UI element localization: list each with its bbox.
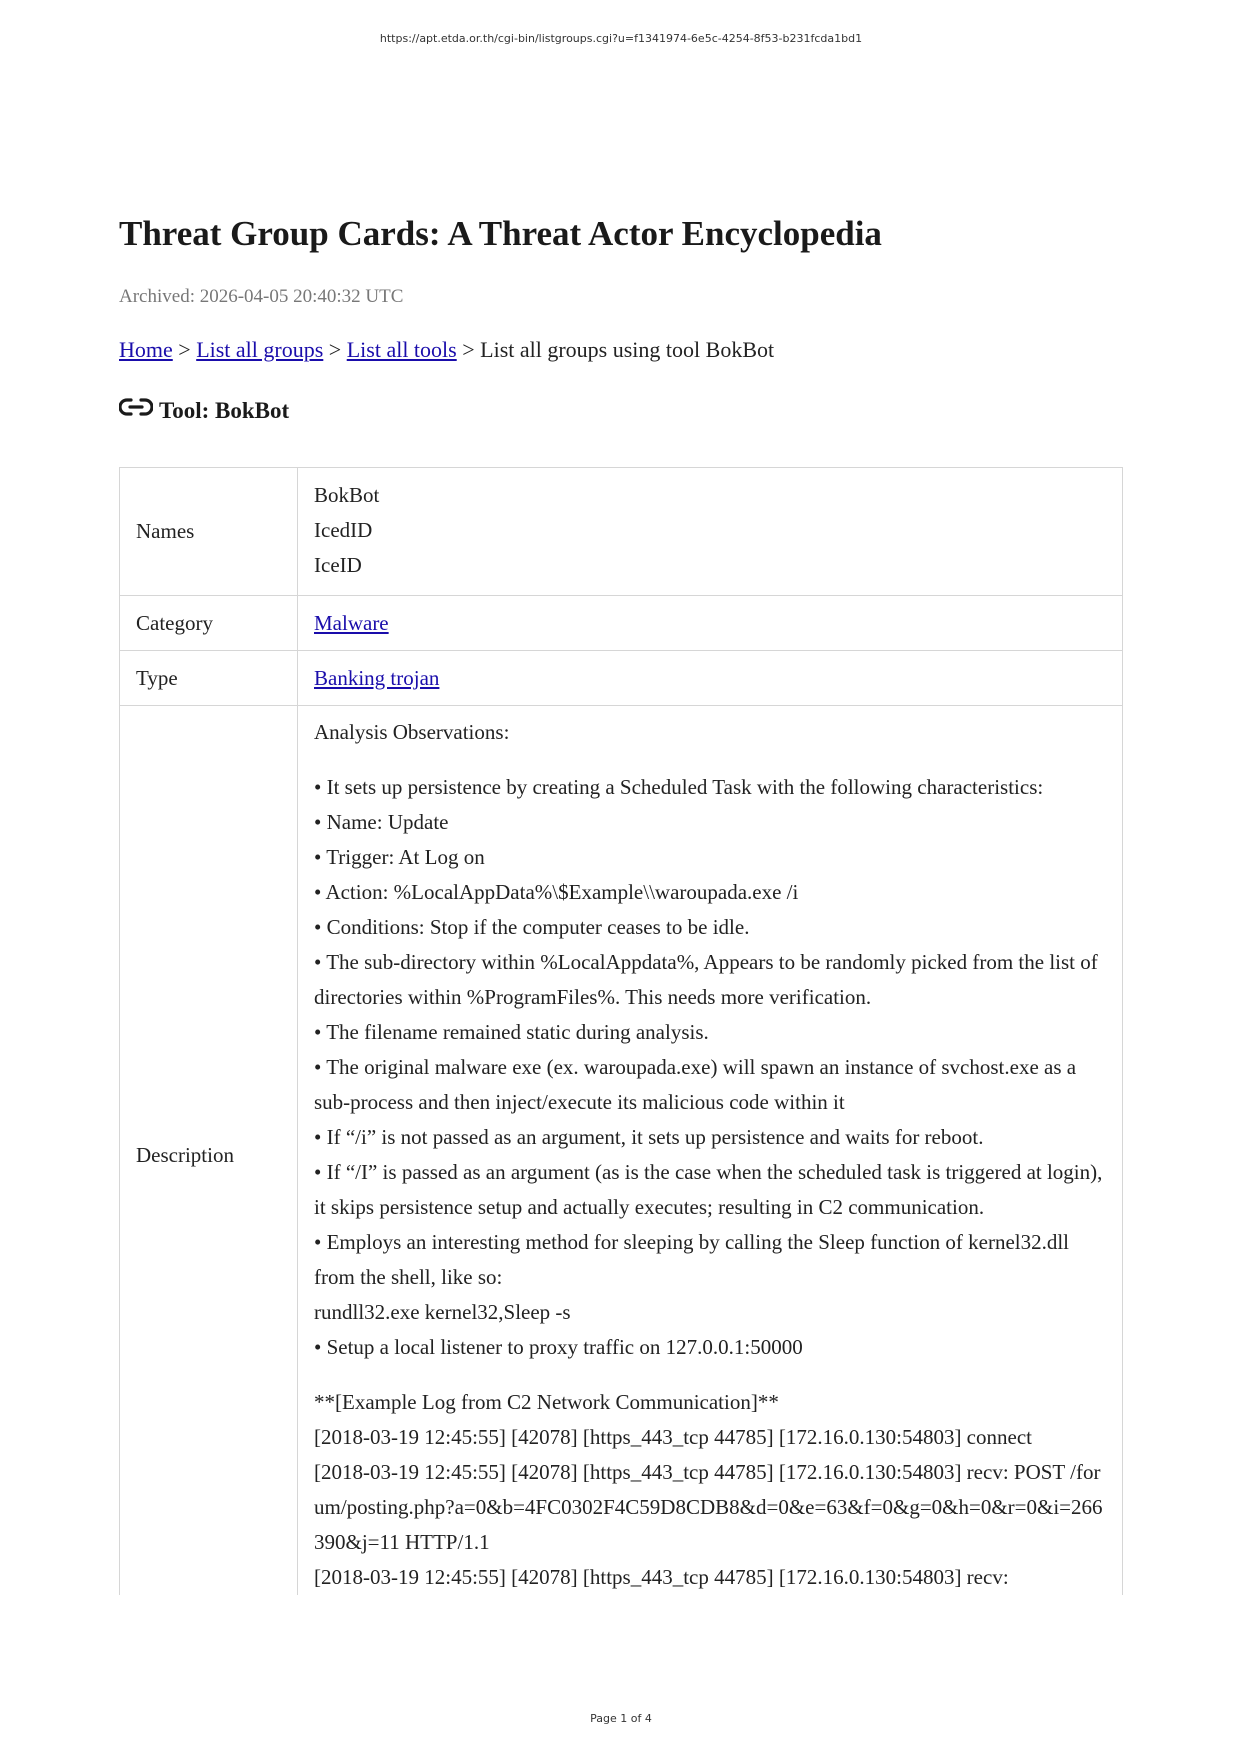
category-value — [298, 596, 1123, 651]
observation-item: rundll32.exe kernel32,Sleep -s — [314, 1300, 571, 1324]
observation-item: • Trigger: At Log on — [314, 845, 485, 869]
observation-item: • Setup a local listener to proxy traffic on 127.0.0.1:50000 — [314, 1335, 803, 1359]
description-value — [298, 706, 1123, 1596]
type-row — [120, 651, 1123, 706]
category-link[interactable]: Malware — [314, 610, 389, 635]
tool-card-table — [119, 467, 1123, 1595]
tool-heading-text: Tool: BokBot — [159, 398, 290, 423]
observation-item: • The filename remained static during analysis. — [314, 1020, 709, 1044]
breadcrumb-home-link[interactable]: Home — [119, 337, 173, 362]
archived-timestamp: Archived: 2026-04-05 20:40:32 UTC — [119, 286, 404, 307]
observation-item: • Name: Update — [314, 810, 449, 834]
breadcrumb-separator: > — [172, 337, 197, 362]
names-label: Names — [120, 468, 298, 596]
breadcrumb-separator: > — [456, 337, 481, 362]
log-line: [2018-03-19 12:45:55] [42078] [https_443_tcp 44785] [172.16.0.130:54803] connect — [314, 1425, 1032, 1449]
type-label: Type — [120, 651, 298, 706]
observation-item: • It sets up persistence by creating a Scheduled Task with the following characteristics: — [314, 775, 1044, 799]
print-url-header: https://apt.etda.or.th/cgi-bin/listgroups.cgi?u=f1341974-6e5c-4254-8f53-b231fcda1bd1 — [379, 32, 863, 45]
log-heading: **[Example Log from C2 Network Communication]** — [314, 1390, 779, 1414]
observation-item: • Action: %LocalAppData%\$Example\\waroupada.exe /i — [314, 880, 799, 904]
observation-item: • The sub-directory within %LocalAppdata%, Appears to be randomly picked from the list of directories within %ProgramFiles%. This needs more verification. — [314, 950, 1098, 1009]
category-label: Category — [120, 596, 298, 651]
description-row — [120, 706, 1123, 1596]
link-icon — [119, 396, 153, 418]
description-intro: Analysis Observations: — [314, 720, 510, 744]
log-line: [2018-03-19 12:45:55] [42078] [https_443_tcp 44785] [172.16.0.130:54803] recv: — [314, 1565, 1009, 1589]
observation-list — [314, 770, 1106, 1365]
observation-item: • If “/i” is not passed as an argument, it sets up persistence and waits for reboot. — [314, 1125, 984, 1149]
description-label: Description — [120, 706, 298, 1596]
page-indicator: Page 1 of 4 — [590, 1712, 652, 1725]
name-item: IceID — [314, 553, 362, 577]
page-break-mask — [0, 1640, 1242, 1700]
breadcrumb-list-tools-link[interactable]: List all tools — [346, 337, 457, 362]
name-item: IcedID — [314, 518, 373, 542]
breadcrumb-current: List all groups using tool BokBot — [480, 337, 775, 362]
c2-log — [314, 1385, 1106, 1595]
tool-heading — [119, 398, 289, 424]
observation-item: • Conditions: Stop if the computer ceases to be idle. — [314, 915, 750, 939]
names-value — [298, 468, 1123, 596]
type-value — [298, 651, 1123, 706]
observation-item: • Employs an interesting method for sleeping by calling the Sleep function of kernel32.dll from the shell, like so: — [314, 1230, 1070, 1289]
breadcrumb-list-groups-link[interactable]: List all groups — [196, 337, 324, 362]
names-row — [120, 468, 1123, 596]
observation-item: • If “/I” is passed as an argument (as is the case when the scheduled task is triggered at login), it skips persistence setup and actually executes; resulting in C2 communication. — [314, 1160, 1103, 1219]
category-row — [120, 596, 1123, 651]
breadcrumb — [119, 337, 774, 363]
page-title: Threat Group Cards: A Threat Actor Encyclopedia — [119, 214, 882, 253]
name-item: BokBot — [314, 483, 380, 507]
log-line: [2018-03-19 12:45:55] [42078] [https_443_tcp 44785] [172.16.0.130:54803] recv: POST /forum/posting.php?a=0&b=4FC0302F4C59D8CDB8&d=0&e=63&f=0&g=0&h=0&r=0&i=266390&j=11 HTTP/1.1 — [314, 1460, 1103, 1554]
breadcrumb-separator: > — [323, 337, 347, 362]
observation-item: • The original malware exe (ex. waroupada.exe) will spawn an instance of svchost.exe as a sub-process and then inject/execute its malicious code within it — [314, 1055, 1077, 1114]
type-link[interactable]: Banking trojan — [314, 665, 440, 690]
